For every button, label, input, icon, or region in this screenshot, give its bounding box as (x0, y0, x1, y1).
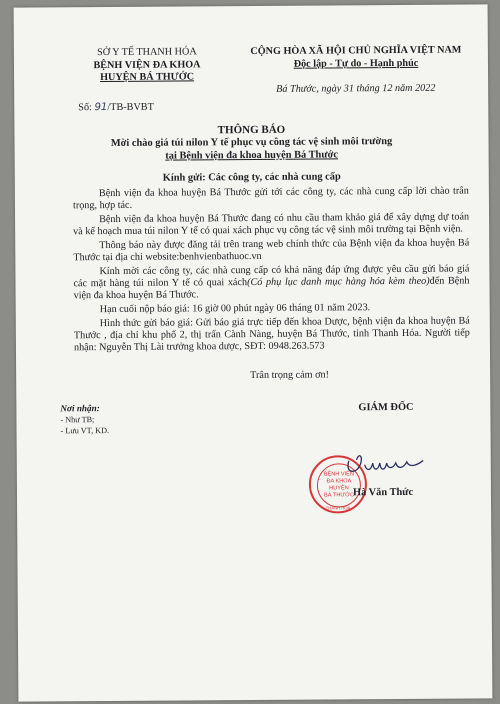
national-motto: Độc lập - Tự do - Hạnh phúc (293, 57, 419, 70)
greeting: Kính gửi: Các công ty, các nhà cung cấp (162, 171, 341, 184)
closing-remark: Trân trọng cảm ơn! (250, 369, 330, 382)
recipients-label: Nơi nhận: (60, 403, 100, 414)
issuer-department: SỞ Y TẾ THANH HÓA (97, 46, 197, 59)
notice-body (73, 185, 470, 354)
document-date: Bá Thước, ngày 31 tháng 12 năm 2022 (276, 82, 436, 95)
paragraph-invitation: Kính mời các công ty, các nhà cung cấp có khả năng đáp ứng được yêu cầu gửi báo giá các mặt hàng túi nilon Y tế có quai xách(Có phụ lục danh mục hàng hóa kèm theo)đến Bệnh viện đa khoa huyện Bá Thước. (73, 263, 470, 302)
recipient-item: - Như TB; (60, 415, 95, 425)
official-seal: BỆNH VIỆN ĐA KHOA HUYỆN BÁ THƯỚC THANH HÓA (309, 455, 367, 513)
signer-name: Hà Văn Thức (352, 486, 414, 499)
recipient-item: - Lưu VT, KD. (60, 426, 110, 436)
national-title: CỘNG HÒA XÃ HỘI CHỦ NGHĨA VIỆT NAM (250, 44, 462, 58)
document-page (14, 4, 493, 701)
notice-subject-line1: Mời chào giá túi nilon Y tế phục vụ công tác vệ sinh môi trường (110, 136, 393, 149)
notice-heading: THÔNG BÁO (217, 123, 286, 137)
issuer-hospital: BỆNH VIỆN ĐA KHOA (93, 58, 201, 71)
recipients-block (60, 403, 109, 436)
paragraph-need: Bệnh viện đa khoa huyện Bá Thước đang có nhu cầu tham khảo giá để xây dựng dự toán và kế hoạch mua túi nilon Y tế có quai xách phục vụ công tác vệ sinh môi trường tại Bệnh viện. (73, 211, 470, 238)
paragraph-deadline: Hạn cuối nộp báo giá: 16 giờ 00 phút ngày 06 tháng 01 năm 2023. (99, 302, 371, 315)
issuer-header (72, 46, 222, 85)
handwritten-signature (343, 445, 433, 486)
appendix-note: (Có phụ lục danh mục hàng hóa kèm theo) (247, 275, 430, 288)
paragraph-submission: Hình thức gửi báo giá: Gửi báo giá trực tiếp đến khoa Dược, bệnh viện đa khoa huyện Bá Thước , địa chỉ khu phố 2, thị trấn Cành Nàng, huyện Bá Thước, tỉnh Thanh Hóa. Người tiếp nhận: Nguyễn Thị Lài trưởng khoa dược, SĐT: 0948.263.573 (73, 315, 470, 354)
signer-position: GIÁM ĐỐC (358, 401, 414, 414)
document-number: Số: 91/TB-BVBT (78, 101, 154, 114)
paragraph-website: Thông báo này được đăng tải trên trang web chính thức của Bệnh viện đa khoa huyện Bá Thước tại địa chỉ website:benhvienbathuoc.vn (73, 237, 470, 264)
national-header (236, 44, 476, 71)
handwritten-number: 91 (94, 102, 108, 114)
notice-subject-line2: tại Bệnh viện đa khoa huyện Bá Thước (165, 149, 338, 162)
issuer-district: HUYỆN BÁ THƯỚC (100, 71, 195, 84)
paragraph-intro: Bệnh viện đa khoa huyện Bá Thước gửi tới các công ty, các nhà cung cấp lời chào trân trọng, hợp tác. (72, 185, 469, 212)
